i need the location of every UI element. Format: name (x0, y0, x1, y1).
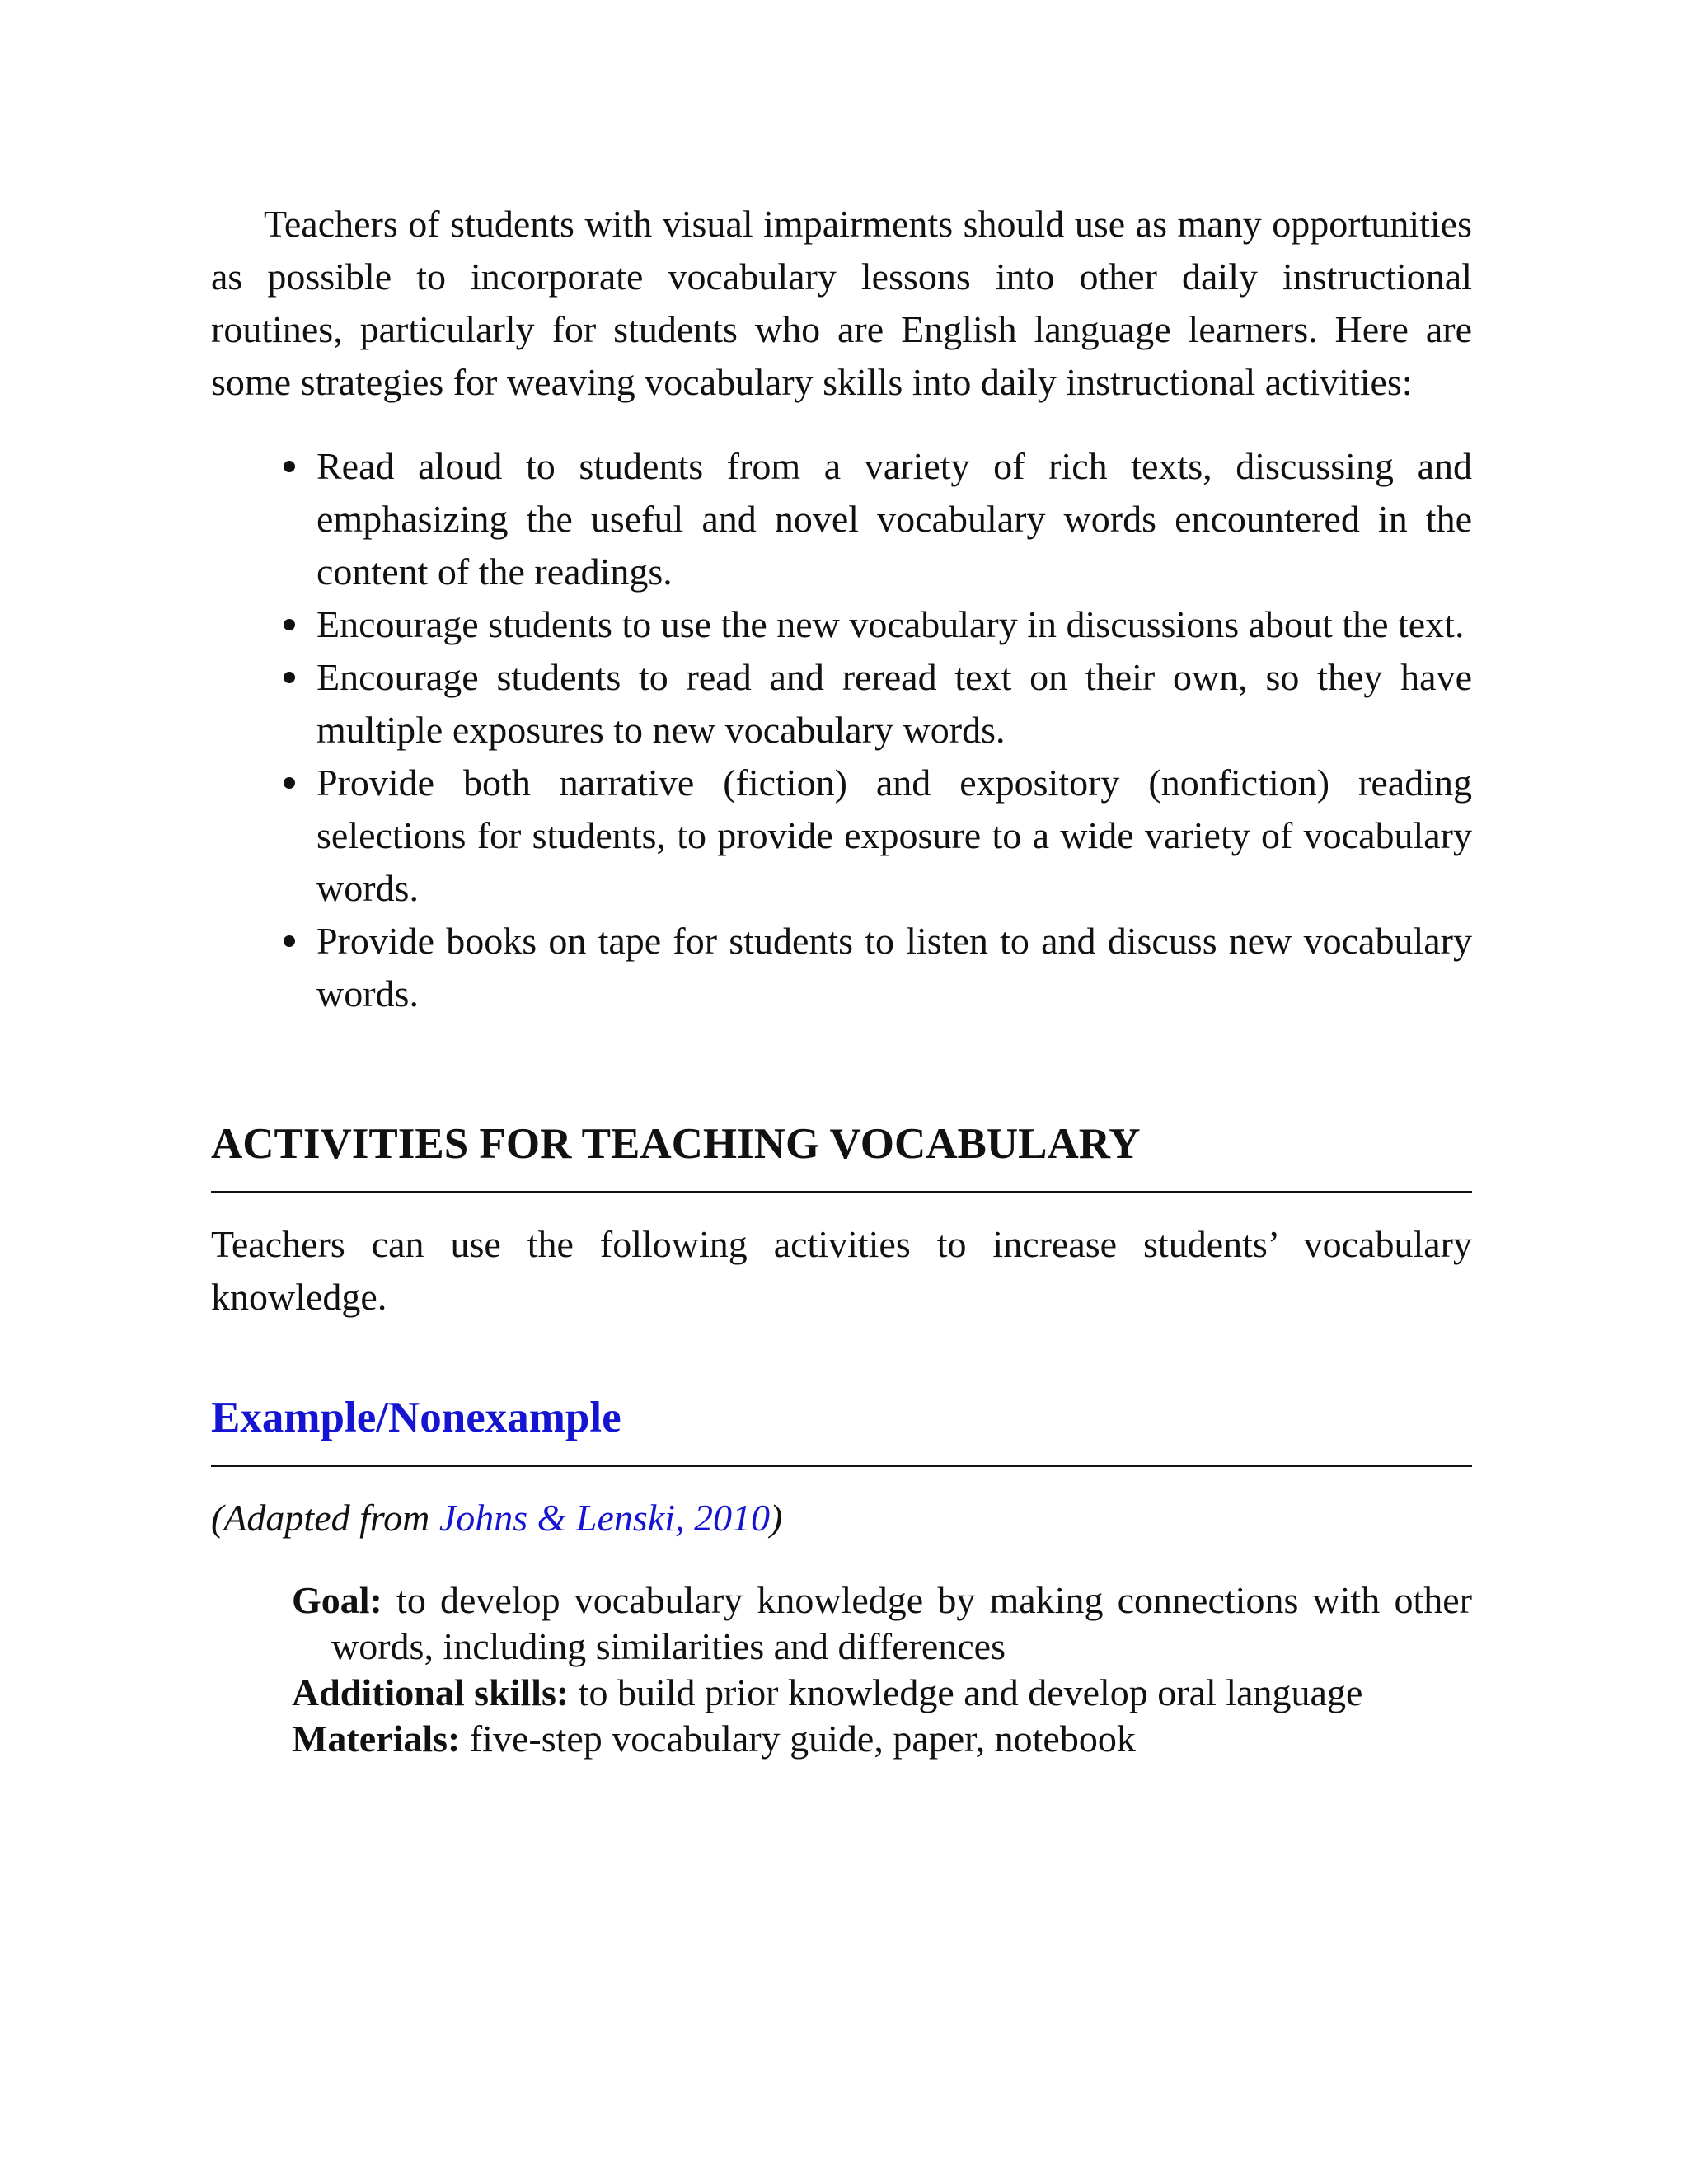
list-item (316, 598, 1472, 651)
bullet-icon (284, 672, 295, 683)
materials-label: Materials: (292, 1718, 461, 1760)
example-section-title[interactable]: Example/Nonexample (211, 1394, 621, 1441)
list-item-text: Provide both narrative (fiction) and expository (nonfiction) reading selections for students, to provide exposure to a wide variety of vocabulary words. (316, 762, 1472, 909)
list-item (316, 757, 1472, 915)
bullet-icon (284, 777, 295, 789)
additional-skills-label: Additional skills: (292, 1671, 570, 1713)
activities-intro: Teachers can use the following activities to increase students’ vocabulary knowledge. (211, 1223, 1472, 1318)
list-item-text: Encourage students to read and reread text on their own, so they have multiple exposures to new vocabulary words. (316, 656, 1472, 751)
list-item (316, 915, 1472, 1020)
citation-prefix: (Adapted from (211, 1497, 439, 1539)
bullet-icon (284, 935, 295, 947)
list-item-text: Read aloud to students from a variety of rich texts, discussing and emphasizing the useful and novel vocabulary words encountered in the content of the readings. (316, 445, 1472, 593)
citation-link[interactable]: Johns & Lenski, 2010 (438, 1497, 771, 1539)
document-page (211, 198, 1472, 1762)
goal-text: to develop vocabulary knowledge by making connections with other words, including similarities and differences (331, 1579, 1472, 1667)
list-item (316, 651, 1472, 757)
strategy-list (211, 440, 1472, 1020)
citation-suffix: ) (770, 1497, 783, 1539)
goal-line (292, 1577, 1472, 1670)
example-section-heading[interactable] (211, 1391, 1472, 1467)
materials-line (292, 1716, 1472, 1762)
list-item-text: Provide books on tape for students to listen to and discuss new vocabulary words. (316, 920, 1472, 1015)
additional-skills-line (292, 1670, 1472, 1716)
citation (211, 1492, 1472, 1544)
activities-heading: ACTIVITIES FOR TEACHING VOCABULARY (211, 1118, 1472, 1193)
additional-skills-text: to build prior knowledge and develop oral language (569, 1671, 1363, 1713)
activity-details (292, 1577, 1472, 1762)
list-item-text: Encourage students to use the new vocabulary in discussions about the text. (316, 603, 1465, 645)
goal-label: Goal: (292, 1579, 382, 1621)
materials-text: five-step vocabulary guide, paper, notebook (460, 1718, 1136, 1760)
list-item (316, 440, 1472, 598)
bullet-icon (284, 461, 295, 472)
intro-paragraph: Teachers of students with visual impairments should use as many opportunities as possible to incorporate vocabulary lessons into other daily instructional routines, particularly for students who are English language learners. Here are some strategies for weaving vocabulary skills into daily instructional activities: (211, 203, 1472, 403)
bullet-icon (284, 619, 295, 630)
